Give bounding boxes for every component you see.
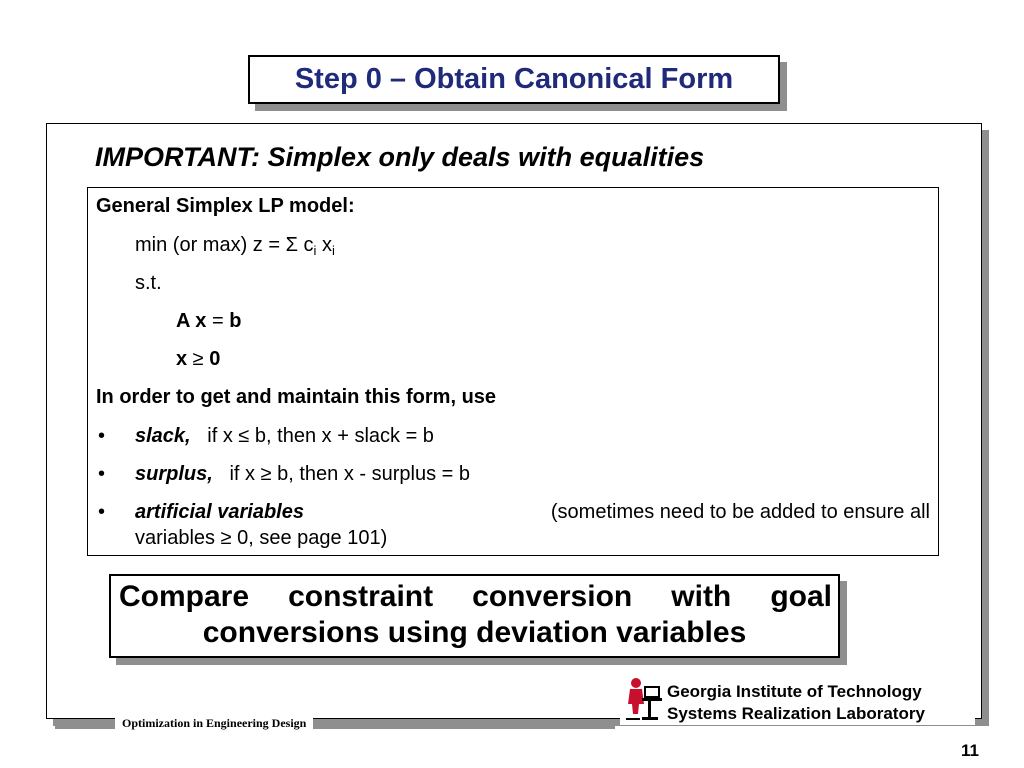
org-name: Georgia Institute of Technology [667, 682, 922, 701]
model-heading: General Simplex LP model: [96, 195, 355, 217]
objective-line [135, 234, 335, 258]
vector-x: x [176, 348, 188, 370]
bullet-slack [98, 425, 105, 448]
bullet-artificial [98, 501, 105, 524]
org-logo-block [620, 673, 975, 725]
course-name: Optimization in Engineering Design [115, 714, 313, 732]
compare-callout [109, 574, 840, 658]
surplus-term: surplus, [135, 463, 213, 485]
bullet-surplus [98, 463, 105, 486]
subscript-i: i [313, 243, 317, 258]
subject-to-label: s.t. [135, 272, 162, 294]
artificial-text: (sometimes need to be added to ensure all [550, 501, 930, 523]
zero-vector: 0 [209, 348, 221, 370]
equals-sign: = [206, 310, 230, 332]
slack-item [135, 425, 434, 448]
geq-sign: ≥ [187, 348, 210, 370]
surplus-item [135, 463, 470, 486]
subscript-i: i [331, 243, 335, 258]
bullet-icon: • [98, 425, 106, 447]
bullet-icon: • [98, 501, 106, 523]
bullet-icon: • [98, 463, 106, 485]
title-box [248, 55, 780, 104]
surplus-text: if x ≥ b, then x - surplus = b [229, 463, 470, 485]
objective-prefix: min (or max) z = [135, 234, 286, 256]
artificial-text-cont: variables ≥ 0, see page 101) [135, 527, 388, 549]
simplex-model-box [87, 187, 939, 556]
sigma-symbol: Σ [285, 234, 298, 256]
coef-c: c [297, 234, 314, 256]
var-x: x [316, 234, 332, 256]
equality-constraint [176, 310, 241, 333]
important-heading: IMPORTANT: Simplex only deals with equalities [95, 142, 705, 172]
matrix-ax: A x [176, 310, 207, 332]
compare-line-2: conversions using deviation variables [202, 616, 747, 649]
nonnegativity-constraint [176, 348, 220, 371]
vector-b: b [229, 310, 242, 332]
srl-logo-icon [624, 674, 664, 724]
compare-line-1: Compare constraint conversion with goal [119, 580, 832, 613]
slack-term: slack, [135, 425, 191, 447]
lab-name: Systems Realization Laboratory [667, 704, 925, 723]
maintain-heading: In order to get and maintain this form, use [96, 386, 497, 408]
artificial-item [135, 501, 930, 524]
artificial-term: artificial variables [135, 501, 304, 523]
page-number: 11 [961, 741, 979, 760]
slack-text: if x ≤ b, then x + slack = b [207, 425, 434, 447]
slide-title: Step 0 – Obtain Canonical Form [294, 63, 734, 95]
